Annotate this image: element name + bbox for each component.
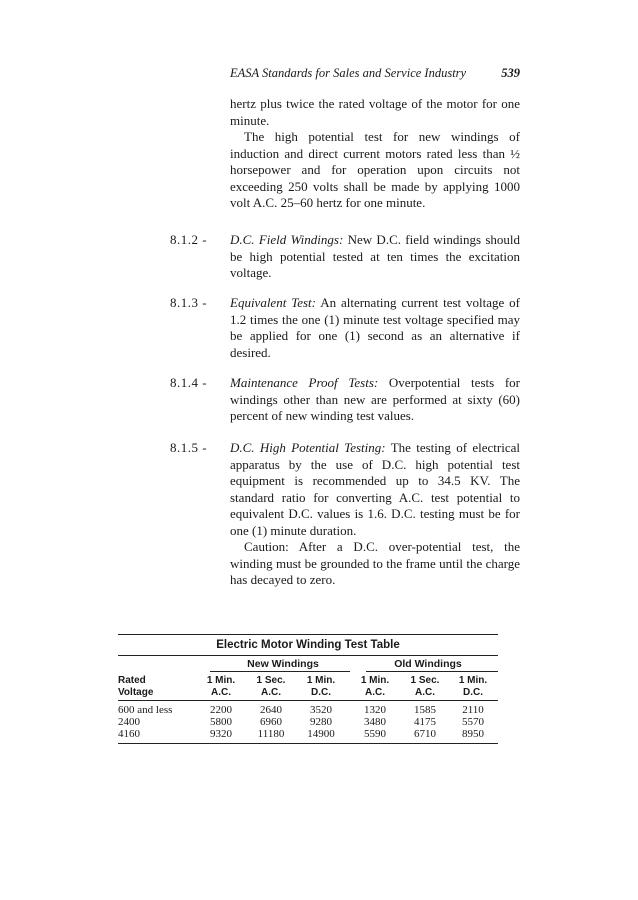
section-8-1-4 xyxy=(170,375,520,425)
value-cell: 4175 xyxy=(414,716,436,728)
value-cell: 9280 xyxy=(310,716,332,728)
section-number: 8.1.5 - xyxy=(170,440,208,455)
value-cell: 3520 xyxy=(310,704,332,716)
section-body: New D.C. field windings should be high potential tested at ten times the excitation voltage. xyxy=(230,232,521,280)
header-rated-voltage xyxy=(118,675,198,699)
column-group-row xyxy=(118,656,498,672)
header-bottom: D.C. xyxy=(463,687,483,698)
rated-voltage-cell: 600 and less xyxy=(118,704,173,716)
value-cell: 5800 xyxy=(210,716,232,728)
value-cell: 8950 xyxy=(462,728,484,740)
column-header-row xyxy=(118,672,498,700)
section-body: Overpotential tests for windings other than new are performed at sixty (60) percent of new winding test values. xyxy=(230,375,521,423)
winding-test-table xyxy=(118,634,498,744)
table-body xyxy=(118,701,498,740)
value-cell: 6710 xyxy=(414,728,436,740)
section-heading: Maintenance Proof Tests: xyxy=(230,375,379,390)
section-body: An alternating current test voltage of 1.2 times the one (1) minute test voltage specified may be applied for one (1) second as an alternative if desired. xyxy=(230,295,521,360)
intro-text xyxy=(230,96,520,212)
table-bottom-rule xyxy=(118,743,498,744)
page-number: 539 xyxy=(501,66,520,80)
value-cell: 2200 xyxy=(210,704,232,716)
rated-voltage-cell: 4160 xyxy=(118,728,140,740)
header-top: 1 Min. xyxy=(360,675,390,686)
caution-text: Caution: After a D.C. over-potential test, the winding must be grounded to the frame until the charge has decayed to zero. xyxy=(230,539,520,587)
value-cell: 14900 xyxy=(307,728,335,740)
running-title: EASA Standards for Sales and Service Industry xyxy=(230,66,467,80)
value-cell: 5590 xyxy=(364,728,386,740)
section-heading: D.C. Field Windings: xyxy=(230,232,344,247)
value-cell: 1585 xyxy=(414,704,436,716)
table-row xyxy=(118,704,498,716)
section-number: 8.1.2 - xyxy=(170,232,208,247)
header-col xyxy=(448,675,498,699)
running-header xyxy=(230,66,520,81)
section-text xyxy=(230,295,520,361)
header-top: 1 Min. xyxy=(458,675,488,686)
header-top: 1 Min. xyxy=(306,675,336,686)
section-8-1-3 xyxy=(170,295,520,361)
value-cell: 5570 xyxy=(462,716,484,728)
header-bottom: D.C. xyxy=(311,687,331,698)
rated-voltage-cell: 2400 xyxy=(118,716,140,728)
header-voltage: Voltage xyxy=(118,687,154,698)
header-bottom: A.C. xyxy=(211,687,231,698)
header-col xyxy=(350,675,400,699)
table-row xyxy=(118,716,498,728)
header-rated: Rated xyxy=(118,675,146,686)
group-old-windings: Old Windings xyxy=(394,658,462,670)
section-text xyxy=(230,232,520,282)
section-heading: D.C. High Potential Testing: xyxy=(230,440,386,455)
intro-paragraph-2: The high potential test for new windings of induction and direct current motors rated less than ½ horsepower and for operation upon circuits not exceeding 250 volts shall be made by applying 1000 volt A.C. 25–60 hertz for one minute. xyxy=(230,129,520,210)
header-col xyxy=(246,675,296,699)
value-cell: 3480 xyxy=(364,716,386,728)
header-bottom: A.C. xyxy=(365,687,385,698)
section-8-1-5 xyxy=(170,440,520,589)
header-bottom: A.C. xyxy=(415,687,435,698)
section-heading: Equivalent Test: xyxy=(230,295,317,310)
section-text xyxy=(230,375,520,425)
section-text xyxy=(230,440,520,539)
section-body: The testing of electrical apparatus by the use of D.C. high potential test equipment is recommended up to 34.5 KV. The standard ratio for converting A.C. test potential to equivalent D.C. values is 1.6. D.C. testing must be for one (1) minute duration. xyxy=(230,440,520,538)
header-col xyxy=(296,675,346,699)
value-cell: 1320 xyxy=(364,704,386,716)
header-top: 1 Min. xyxy=(206,675,236,686)
table-row xyxy=(118,728,498,740)
intro-paragraph-1: hertz plus twice the rated voltage of the motor for one minute. xyxy=(230,96,520,128)
group-new-windings: New Windings xyxy=(247,658,319,670)
header-col xyxy=(400,675,450,699)
header-bottom: A.C. xyxy=(261,687,281,698)
section-number: 8.1.4 - xyxy=(170,375,208,390)
value-cell: 11180 xyxy=(257,728,285,740)
value-cell: 2110 xyxy=(462,704,484,716)
value-cell: 9320 xyxy=(210,728,232,740)
header-top: 1 Sec. xyxy=(410,675,440,686)
table-title: Electric Motor Winding Test Table xyxy=(216,639,400,651)
value-cell: 2640 xyxy=(260,704,282,716)
value-cell: 6960 xyxy=(260,716,282,728)
section-number: 8.1.3 - xyxy=(170,295,208,310)
header-top: 1 Sec. xyxy=(256,675,286,686)
header-col xyxy=(196,675,246,699)
section-8-1-2 xyxy=(170,232,520,282)
